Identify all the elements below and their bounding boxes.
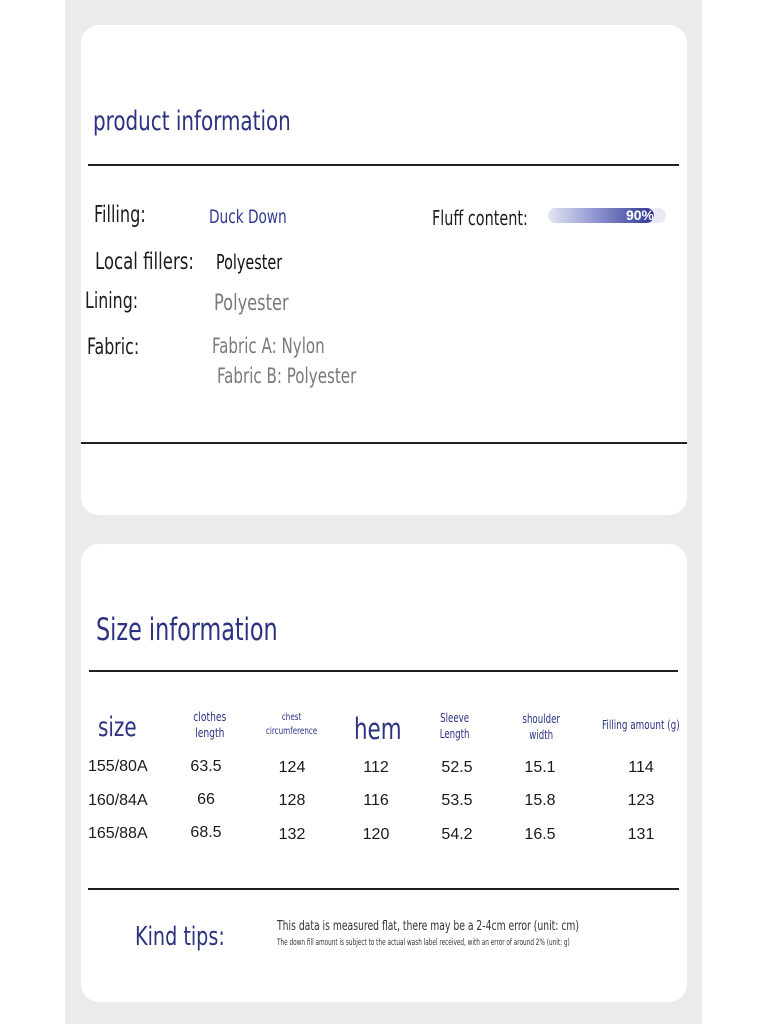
divider (88, 164, 679, 166)
chest-cell: 124 (278, 759, 306, 776)
filling-amount-column-header: Filling amount (g) (602, 718, 680, 732)
chest-circumference-column-header: chest circumference (265, 712, 318, 737)
fabric-label: Fabric: (87, 335, 140, 360)
size-cell: 165/88A (88, 825, 148, 842)
fabric-b-value: Fabric B: Polyester (217, 364, 357, 388)
clothes-length-column-header: clothes length (193, 710, 227, 741)
local-fillers-label: Local fillers: (95, 249, 194, 275)
length-cell: 63.5 (190, 758, 222, 775)
chest-cell: 132 (278, 826, 306, 843)
filling-value: Duck Down (209, 206, 287, 228)
shoulder-cell: 16.5 (524, 826, 556, 843)
product-info-heading: product information (93, 106, 291, 137)
length-cell: 66 (197, 791, 215, 808)
shoulder-width-column-header: shoulder width (522, 712, 560, 743)
sleeve-cell: 54.2 (441, 826, 473, 843)
hem-column-header: hem (354, 712, 402, 746)
kind-tips-title: Kind tips: (135, 922, 225, 952)
shoulder-cell: 15.1 (524, 759, 556, 776)
divider (81, 442, 687, 444)
fluff-content-bar (548, 208, 666, 223)
size-cell: 155/80A (88, 758, 148, 775)
size-cell: 160/84A (88, 792, 148, 809)
size-info-heading: Size information (96, 612, 278, 648)
filling-cell: 114 (628, 759, 654, 776)
divider (88, 888, 679, 890)
chest-cell: 128 (278, 792, 306, 809)
hem-cell: 112 (363, 759, 389, 776)
lining-label: Lining: (85, 289, 139, 314)
local-fillers-value: Polyester (216, 250, 283, 274)
tip-line-1: This data is measured flat, there may be a 2-4cm error (unit: cm) (277, 919, 580, 934)
filling-cell: 123 (627, 792, 655, 809)
sleeve-cell: 53.5 (441, 792, 473, 809)
fluff-content-label: Fluff content: (432, 206, 528, 230)
fabric-a-value: Fabric A: Nylon (212, 334, 325, 358)
length-cell: 68.5 (190, 824, 222, 841)
hem-cell: 120 (362, 826, 390, 843)
size-column-header: size (98, 712, 137, 743)
shoulder-cell: 15.8 (524, 792, 556, 809)
lining-value: Polyester (214, 291, 289, 316)
sleeve-length-column-header: Sleeve Length (439, 711, 470, 742)
divider (89, 670, 678, 672)
filling-cell: 131 (627, 826, 655, 843)
sleeve-cell: 52.5 (441, 759, 473, 776)
fluff-content-value: 90% (625, 208, 654, 223)
hem-cell: 116 (363, 792, 389, 809)
tip-line-2: The down fill amount is subject to the actual wash label received, with an error of around 2% (unit: g) (277, 938, 570, 948)
filling-label: Filling: (94, 202, 146, 228)
